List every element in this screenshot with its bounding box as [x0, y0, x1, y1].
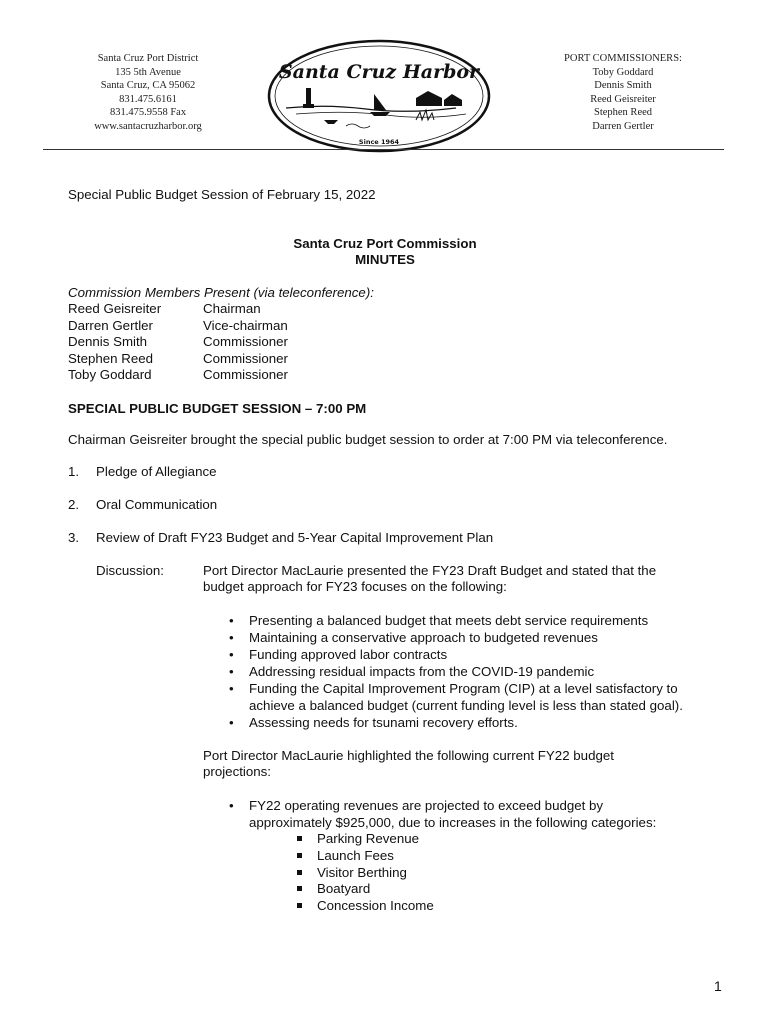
member-name: Reed Geisreiter: [68, 301, 162, 316]
sailboat-icon: [374, 94, 386, 110]
discussion-text: Port Director MacLaurie highlighted the following current FY22 budget: [203, 748, 614, 763]
square-bullet-icon: [297, 870, 302, 875]
commission-title: Santa Cruz Port Commission: [293, 236, 477, 251]
bullet-icon: •: [229, 715, 234, 730]
revenue-category: Parking Revenue: [317, 830, 419, 847]
commissioner-name: Stephen Reed: [593, 107, 653, 118]
discussion-label: Discussion:: [96, 563, 164, 578]
member-role: Vice-chairman: [203, 317, 288, 333]
discussion-text: projections:: [203, 764, 271, 779]
member-role: Commissioner: [203, 367, 288, 382]
member-role: Chairman: [203, 301, 261, 316]
item-text: Pledge of Allegiance: [96, 464, 217, 479]
fax-number: 831.475.9558 Fax: [109, 107, 187, 118]
bullet-icon: •: [229, 681, 234, 696]
square-bullet-icon: [297, 853, 302, 858]
phone-number: 831.475.6161: [119, 93, 177, 105]
member-row: [68, 351, 368, 368]
district-address-block: [78, 52, 218, 133]
member-role: Commissioner: [203, 334, 288, 349]
bullet-icon: •: [229, 664, 234, 679]
member-row: [68, 334, 368, 351]
approach-bullet: • Funding approved labor contracts: [229, 647, 448, 662]
page-number: 1: [714, 978, 722, 994]
approach-bullet-continued: achieve a balanced budget (current funding level is less than stated goal).: [249, 698, 683, 713]
lighthouse-icon: [306, 88, 311, 106]
minutes-title: MINUTES: [355, 252, 415, 267]
square-bullet-icon: [297, 886, 302, 891]
projection-bullet: • FY22 operating revenues are projected to exceed budget by: [229, 798, 604, 813]
member-name: Toby Goddard: [68, 367, 152, 382]
commissioner-name: Darren Gertler: [592, 120, 654, 132]
approach-bullet: • Assessing needs for tsunami recovery efforts.: [229, 715, 518, 730]
commissioner-name: Toby Goddard: [592, 66, 654, 78]
session-date: Special Public Budget Session of February 15, 2022: [68, 187, 376, 202]
approach-bullet: • Funding the Capital Improvement Program (CIP) at a level satisfactory to: [229, 681, 678, 696]
bullet-icon: •: [229, 613, 234, 628]
member-row: [68, 318, 368, 335]
item-text: Oral Communication: [96, 497, 218, 512]
members-heading: Commission Members Present (via teleconference):: [68, 285, 374, 300]
bullet-icon: •: [229, 798, 234, 813]
item-number: 3.: [68, 530, 80, 545]
member-name: Darren Gertler: [68, 317, 153, 333]
harbor-buildings-icon: [416, 91, 442, 106]
city-state-zip: Santa Cruz, CA 95062: [100, 80, 196, 91]
call-to-order: Chairman Geisreiter brought the special public budget session to order at 7:00 PM via teleconference.: [68, 432, 668, 447]
member-role: Commissioner: [203, 350, 288, 366]
item-number: 1.: [68, 464, 80, 479]
commissioner-name: Dennis Smith: [594, 80, 652, 91]
bullet-icon: •: [229, 630, 234, 645]
approach-bullet: • Presenting a balanced budget that meets debt service requirements: [229, 613, 649, 628]
discussion-text: Port Director MacLaurie presented the FY23 Draft Budget and stated that the: [203, 563, 657, 578]
bullet-icon: •: [229, 647, 234, 662]
members-list: [68, 301, 368, 384]
revenue-category: Boatyard: [317, 880, 370, 897]
square-bullet-icon: [297, 836, 302, 841]
letterhead-divider: [43, 149, 724, 150]
district-name: Santa Cruz Port District: [97, 53, 199, 64]
street-address: 135 5th Avenue: [115, 66, 181, 78]
item-number: 2.: [68, 497, 80, 512]
revenue-category: Launch Fees: [317, 847, 394, 864]
member-row: [68, 367, 368, 384]
member-name: Stephen Reed: [68, 350, 154, 366]
approach-bullet: • Addressing residual impacts from the COVID-19 pandemic: [229, 664, 595, 679]
commissioners-block: [548, 52, 698, 133]
member-name: Dennis Smith: [68, 334, 148, 349]
item-text: Review of Draft FY23 Budget and 5-Year Capital Improvement Plan: [96, 530, 494, 545]
revenue-category: Concession Income: [317, 897, 434, 914]
discussion-text: budget approach for FY23 focuses on the following:: [203, 579, 507, 594]
section-heading: SPECIAL PUBLIC BUDGET SESSION – 7:00 PM: [68, 401, 367, 416]
commissioner-name: Reed Geisreiter: [590, 93, 656, 105]
revenue-category: Visitor Berthing: [317, 864, 407, 881]
commissioners-heading: PORT COMMISSIONERS:: [564, 53, 682, 64]
logo-title: Santa Cruz Harbor: [278, 61, 480, 83]
website: www.santacruzharbor.org: [94, 120, 202, 132]
santa-cruz-harbor-logo: [266, 36, 492, 156]
projection-bullet-continued: approximately $925,000, due to increases in the following categories:: [249, 815, 657, 830]
member-row: [68, 301, 368, 318]
approach-bullet: • Maintaining a conservative approach to budgeted revenues: [229, 630, 598, 645]
logo-since: Since 1964: [358, 138, 400, 146]
square-bullet-icon: [297, 903, 302, 908]
